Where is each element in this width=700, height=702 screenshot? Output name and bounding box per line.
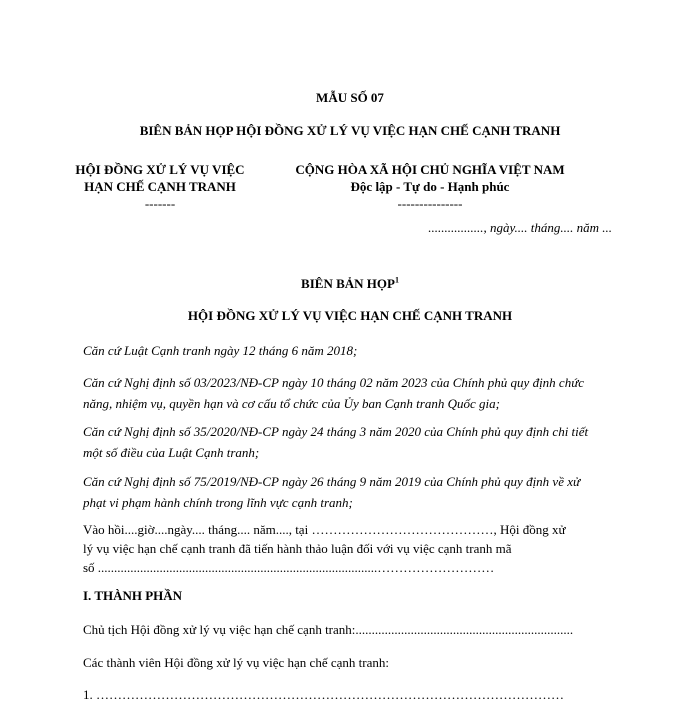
footnote-marker: 1 (394, 275, 399, 285)
national-title: CỘNG HÒA XÃ HỘI CHỦ NGHĨA VIỆT NAM (295, 162, 565, 177)
legal-basis-4 (83, 471, 623, 513)
legal-basis-1 (83, 340, 623, 361)
document-subtitle: HỘI ĐỒNG XỬ LÝ VỤ VIỆC HẠN CHẾ CẠNH TRANH (187, 308, 513, 323)
national-motto: Độc lập - Tự do - Hạnh phúc (350, 179, 510, 194)
issuer-line-1: HỘI ĐỒNG XỬ LÝ VỤ VIỆC (75, 162, 245, 177)
date-line: ................., ngày.... tháng.... năm ... (428, 220, 612, 235)
member-item-1: 1. ……………………………………………………………………………………………… (83, 687, 564, 702)
legal-basis-2-line-2: năng, nhiệm vụ, quyền hạn và cơ cấu tổ chức của Ủy ban Cạnh tranh Quốc gia; (83, 396, 500, 411)
legal-basis-4-line-2: phạt vi phạm hành chính trong lĩnh vực cạnh tranh; (83, 495, 353, 510)
meeting-intro (83, 520, 623, 577)
legal-basis-2-line-1: Căn cứ Nghị định số 03/2023/NĐ-CP ngày 10 tháng 02 năm 2023 của Chính phủ quy định chức (83, 375, 585, 390)
legal-basis-3-line-2: một số điều của Luật Cạnh tranh; (83, 445, 260, 460)
section-1-heading: I. THÀNH PHẦN (83, 588, 183, 603)
document-title (0, 277, 700, 290)
legal-basis-3-line-1: Căn cứ Nghị định số 35/2020/NĐ-CP ngày 24 tháng 3 năm 2020 của Chính phủ quy định chi tiết (83, 424, 589, 439)
legal-basis-4-line-1: Căn cứ Nghị định số 75/2019/NĐ-CP ngày 26 tháng 9 năm 2019 của Chính phủ quy định về xử (83, 474, 581, 489)
chair-line: Chủ tịch Hội đồng xử lý vụ việc hạn chế cạnh tranh:................................................................... (83, 622, 574, 637)
legal-basis-1-line-1: Căn cứ Luật Cạnh tranh ngày 12 tháng 6 năm 2018; (83, 343, 358, 358)
legal-basis-2 (83, 372, 623, 414)
national-header (280, 163, 580, 210)
issuer-divider: ------- (144, 196, 176, 211)
issuer-line-2: HẠN CHẾ CẠNH TRANH (84, 179, 236, 194)
issuer-header (60, 163, 260, 210)
national-divider: --------------- (397, 196, 463, 211)
legal-basis-3 (83, 421, 623, 463)
members-line: Các thành viên Hội đồng xử lý vụ việc hạn chế cạnh tranh: (83, 655, 389, 670)
meeting-intro-line-3: số ......................................................................................……………………… (83, 560, 495, 575)
meeting-intro-line-2: lý vụ việc hạn chế cạnh tranh đã tiến hành thảo luận đối với vụ việc cạnh tranh mã (83, 541, 512, 556)
form-title: BIÊN BẢN HỌP HỘI ĐỒNG XỬ LÝ VỤ VIỆC HẠN CHẾ CẠNH TRANH (139, 123, 561, 138)
document-title-text: BIÊN BẢN HỌP (301, 276, 395, 291)
form-number: MẪU SỐ 07 (316, 90, 384, 105)
meeting-intro-line-1: Vào hồi....giờ....ngày.... tháng.... năm...., tại ……………………………………, Hội đồng xử (83, 522, 566, 537)
